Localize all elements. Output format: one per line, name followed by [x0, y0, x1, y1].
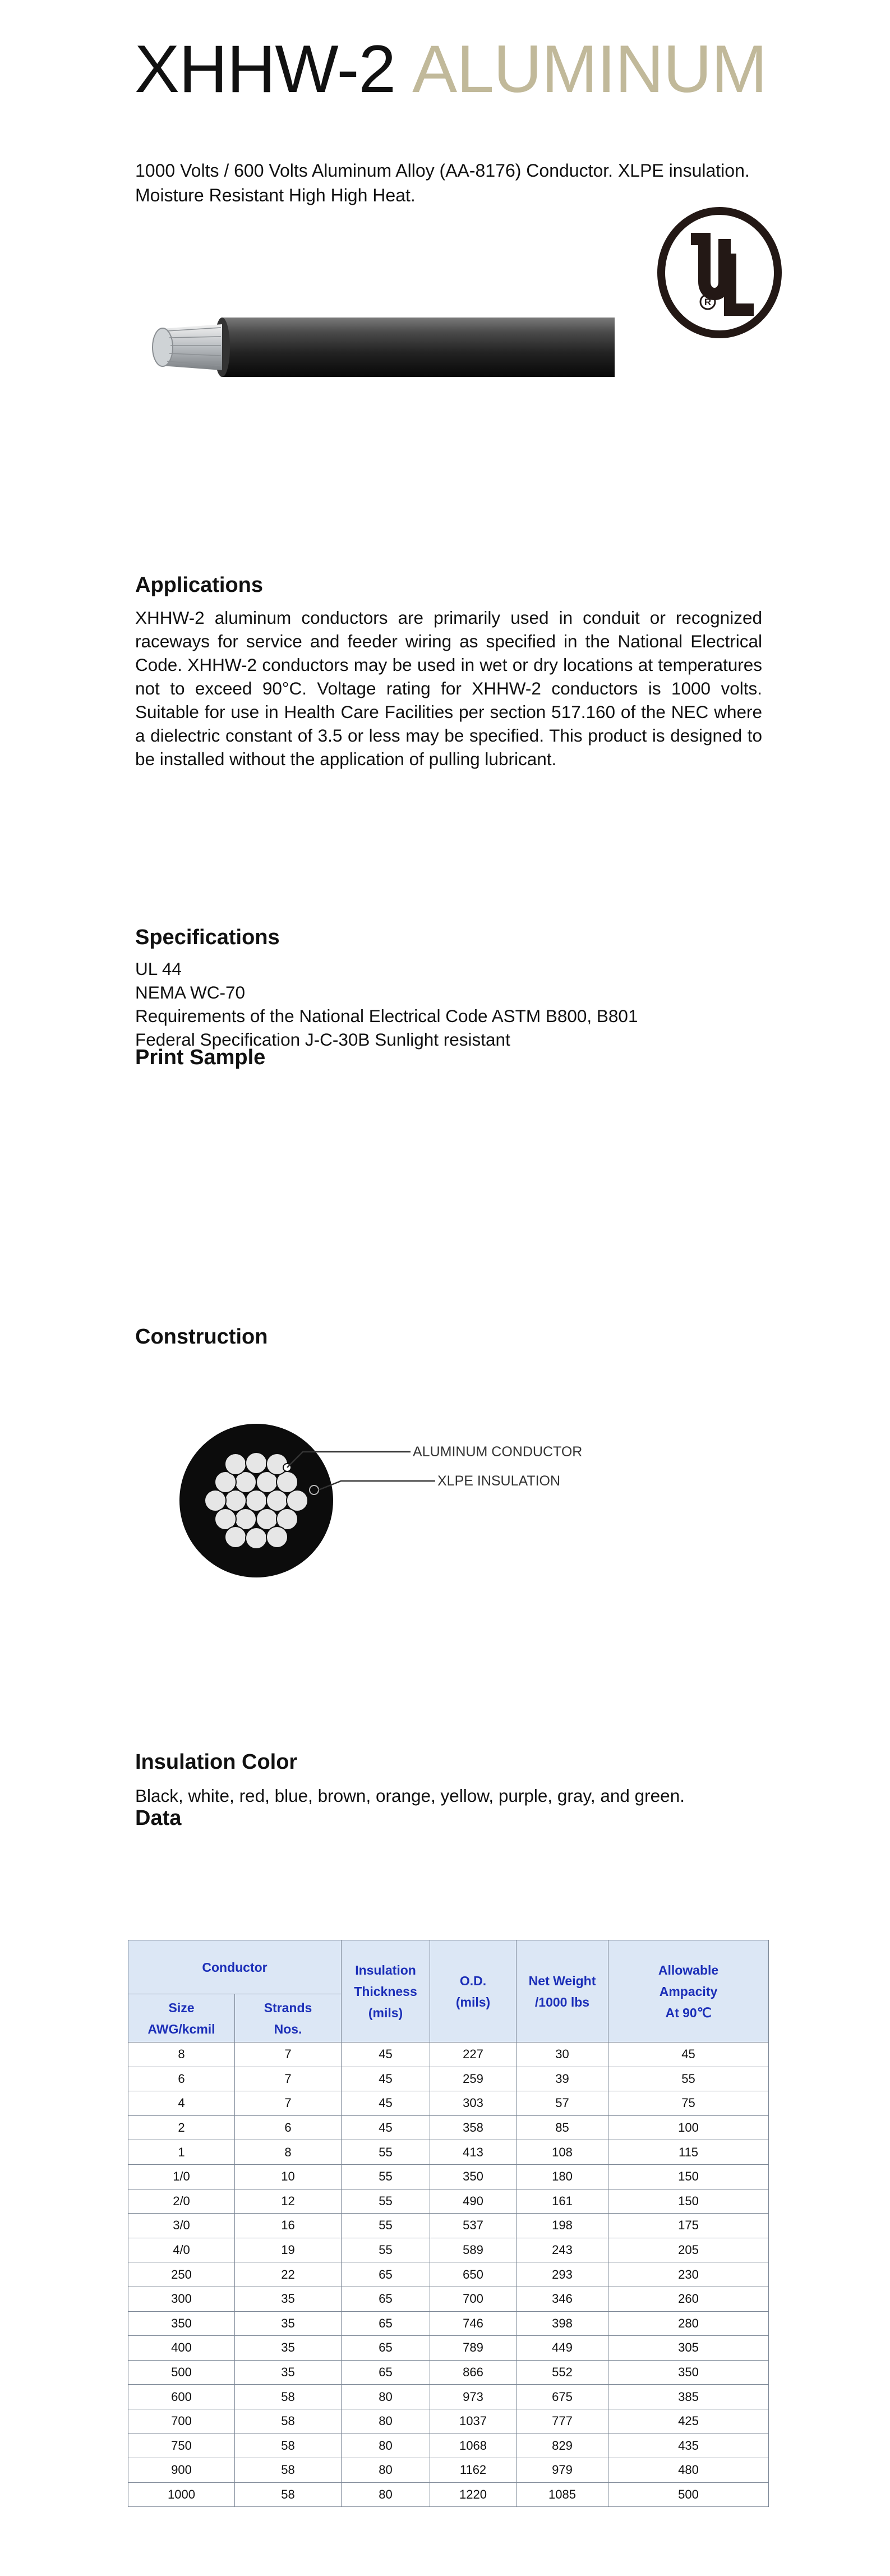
product-subtitle: 1000 Volts / 600 Volts Aluminum Alloy (AA-8176) Conductor. XLPE insulation. Moisture Resistant High High Heat. [135, 160, 750, 205]
table-row [128, 2164, 769, 2189]
table-row [128, 2262, 769, 2287]
insulation-color-heading: Insulation Color [135, 1750, 298, 1774]
ul-certification-logo [656, 206, 783, 339]
cell-weight: 108 [517, 2140, 608, 2165]
cell-strands: 58 [235, 2482, 342, 2507]
cell-strands: 16 [235, 2214, 342, 2238]
spec-item: NEMA WC-70 [135, 982, 246, 1002]
cell-weight: 293 [517, 2262, 608, 2287]
header-size: Size AWG/kcmil [128, 1994, 235, 2043]
cell-insulation: 45 [342, 2115, 430, 2140]
cell-ampacity: 435 [608, 2434, 769, 2458]
cell-size: 1 [128, 2140, 235, 2165]
table-row [128, 2409, 769, 2434]
cell-size: 400 [128, 2336, 235, 2361]
print-sample-heading: Print Sample [135, 1046, 266, 1069]
cell-strands: 10 [235, 2164, 342, 2189]
cell-ampacity: 75 [608, 2091, 769, 2116]
spec-item: Requirements of the National Electrical Code ASTM B800, B801 [135, 1006, 638, 1026]
cell-size: 1/0 [128, 2164, 235, 2189]
cell-weight: 30 [517, 2043, 608, 2067]
cell-weight: 979 [517, 2458, 608, 2483]
spec-item: UL 44 [135, 959, 182, 979]
cell-insulation: 65 [342, 2287, 430, 2311]
cell-size: 750 [128, 2434, 235, 2458]
cell-strands: 58 [235, 2385, 342, 2409]
cell-insulation: 65 [342, 2336, 430, 2361]
cell-size: 500 [128, 2360, 235, 2385]
cell-size: 8 [128, 2043, 235, 2067]
cell-weight: 1085 [517, 2482, 608, 2507]
cell-ampacity: 425 [608, 2409, 769, 2434]
construction-diagram [175, 1414, 624, 1582]
cell-strands: 58 [235, 2458, 342, 2483]
header-strands: Strands Nos. [235, 1994, 342, 2043]
page-title [135, 27, 767, 111]
table-row [128, 2189, 769, 2214]
header-insulation-thickness: Insulation Thickness (mils) [342, 1940, 430, 2043]
table-row [128, 2115, 769, 2140]
cell-insulation: 55 [342, 2164, 430, 2189]
table-row [128, 2287, 769, 2311]
header-net-weight: Net Weight /1000 lbs [517, 1940, 608, 2043]
cell-insulation: 65 [342, 2311, 430, 2336]
cell-strands: 35 [235, 2287, 342, 2311]
table-row [128, 2238, 769, 2262]
cell-ampacity: 385 [608, 2385, 769, 2409]
cell-weight: 777 [517, 2409, 608, 2434]
cell-od: 650 [430, 2262, 517, 2287]
cell-insulation: 80 [342, 2458, 430, 2483]
cell-ampacity: 500 [608, 2482, 769, 2507]
applications-heading: Applications [135, 573, 264, 597]
header-od: O.D. (mils) [430, 1940, 517, 2043]
cell-insulation: 65 [342, 2262, 430, 2287]
cell-weight: 552 [517, 2360, 608, 2385]
cell-strands: 7 [235, 2043, 342, 2067]
cell-od: 490 [430, 2189, 517, 2214]
cell-insulation: 80 [342, 2409, 430, 2434]
cell-insulation: 55 [342, 2140, 430, 2165]
cell-ampacity: 150 [608, 2164, 769, 2189]
cell-strands: 58 [235, 2409, 342, 2434]
cell-strands: 35 [235, 2360, 342, 2385]
cell-insulation: 45 [342, 2091, 430, 2116]
header-conductor: Conductor [128, 1940, 342, 1994]
cell-size: 2/0 [128, 2189, 235, 2214]
cell-size: 2 [128, 2115, 235, 2140]
cell-size: 350 [128, 2311, 235, 2336]
cell-weight: 675 [517, 2385, 608, 2409]
cell-ampacity: 260 [608, 2287, 769, 2311]
cell-insulation: 65 [342, 2360, 430, 2385]
cell-size: 900 [128, 2458, 235, 2483]
cell-weight: 346 [517, 2287, 608, 2311]
cell-weight: 161 [517, 2189, 608, 2214]
cell-strands: 7 [235, 2091, 342, 2116]
cell-strands: 22 [235, 2262, 342, 2287]
cell-strands: 35 [235, 2311, 342, 2336]
table-row [128, 2434, 769, 2458]
cell-od: 789 [430, 2336, 517, 2361]
cell-ampacity: 150 [608, 2189, 769, 2214]
data-table [128, 1940, 769, 2507]
cell-od: 537 [430, 2214, 517, 2238]
table-row [128, 2311, 769, 2336]
cell-ampacity: 100 [608, 2115, 769, 2140]
cell-strands: 19 [235, 2238, 342, 2262]
table-row [128, 2482, 769, 2507]
cell-insulation: 80 [342, 2482, 430, 2507]
table-row [128, 2043, 769, 2067]
cell-weight: 398 [517, 2311, 608, 2336]
cell-weight: 180 [517, 2164, 608, 2189]
cell-od: 1037 [430, 2409, 517, 2434]
cell-size: 3/0 [128, 2214, 235, 2238]
cell-ampacity: 305 [608, 2336, 769, 2361]
cell-ampacity: 205 [608, 2238, 769, 2262]
svg-text:R: R [704, 297, 712, 307]
cell-size: 6 [128, 2067, 235, 2091]
cell-weight: 449 [517, 2336, 608, 2361]
cell-od: 1220 [430, 2482, 517, 2507]
table-row [128, 2091, 769, 2116]
cell-size: 700 [128, 2409, 235, 2434]
cell-ampacity: 55 [608, 2067, 769, 2091]
table-row [128, 2067, 769, 2091]
cell-od: 866 [430, 2360, 517, 2385]
cell-od: 227 [430, 2043, 517, 2067]
table-row [128, 2140, 769, 2165]
applications-text: XHHW-2 aluminum conductors are primarily used in conduit or recognized raceways for service and feeder wiring as specified in the National Electrical Code. XHHW-2 conductors may be used in wet or dry locations at temperatures not to exceed 90°C. Voltage rating for XHHW-2 conductors is 1000 volts. Suitable for use in Health Care Facilities per section 517.160 of the NEC where a dielectric constant of 3.5 or less may be specified. This product is designed to be installed without the application of pulling lubricant. [135, 608, 762, 769]
table-row [128, 2360, 769, 2385]
construction-label-conductor: ALUMINUM CONDUCTOR [413, 1444, 583, 1460]
cell-ampacity: 480 [608, 2458, 769, 2483]
cell-insulation: 80 [342, 2385, 430, 2409]
cell-strands: 58 [235, 2434, 342, 2458]
cell-ampacity: 280 [608, 2311, 769, 2336]
cell-insulation: 55 [342, 2189, 430, 2214]
spec-item: Federal Specification J-C-30B Sunlight resistant [135, 1029, 510, 1050]
specifications-heading: Specifications [135, 926, 280, 949]
title-material: ALUMINUM [412, 31, 767, 107]
cell-od: 1162 [430, 2458, 517, 2483]
construction-heading: Construction [135, 1325, 268, 1349]
cell-insulation: 45 [342, 2067, 430, 2091]
cell-od: 700 [430, 2287, 517, 2311]
cable-image [150, 312, 616, 379]
cell-weight: 39 [517, 2067, 608, 2091]
title-product-code: XHHW-2 [135, 31, 396, 107]
cell-size: 250 [128, 2262, 235, 2287]
table-row [128, 2458, 769, 2483]
cell-od: 350 [430, 2164, 517, 2189]
cell-insulation: 80 [342, 2434, 430, 2458]
cell-od: 1068 [430, 2434, 517, 2458]
cell-od: 358 [430, 2115, 517, 2140]
cell-weight: 243 [517, 2238, 608, 2262]
header-ampacity: Allowable Ampacity At 90℃ [608, 1940, 769, 2043]
cell-ampacity: 350 [608, 2360, 769, 2385]
cell-strands: 6 [235, 2115, 342, 2140]
cell-size: 300 [128, 2287, 235, 2311]
specifications-list [135, 957, 638, 1051]
table-row [128, 2214, 769, 2238]
cell-od: 413 [430, 2140, 517, 2165]
cell-ampacity: 115 [608, 2140, 769, 2165]
cell-strands: 12 [235, 2189, 342, 2214]
cell-weight: 85 [517, 2115, 608, 2140]
data-heading: Data [135, 1806, 182, 1830]
cell-od: 589 [430, 2238, 517, 2262]
cell-ampacity: 45 [608, 2043, 769, 2067]
cell-od: 973 [430, 2385, 517, 2409]
cell-size: 4 [128, 2091, 235, 2116]
table-row [128, 2385, 769, 2409]
cell-insulation: 55 [342, 2214, 430, 2238]
table-row [128, 2336, 769, 2361]
cell-insulation: 45 [342, 2043, 430, 2067]
cell-weight: 829 [517, 2434, 608, 2458]
cell-size: 600 [128, 2385, 235, 2409]
cell-od: 259 [430, 2067, 517, 2091]
cell-strands: 7 [235, 2067, 342, 2091]
cell-size: 1000 [128, 2482, 235, 2507]
cell-ampacity: 230 [608, 2262, 769, 2287]
cell-ampacity: 175 [608, 2214, 769, 2238]
cell-weight: 198 [517, 2214, 608, 2238]
cell-insulation: 55 [342, 2238, 430, 2262]
cell-od: 303 [430, 2091, 517, 2116]
cell-strands: 8 [235, 2140, 342, 2165]
cell-size: 4/0 [128, 2238, 235, 2262]
insulation-color-text: Black, white, red, blue, brown, orange, yellow, purple, gray, and green. [135, 1786, 685, 1806]
construction-label-insulation: XLPE INSULATION [437, 1473, 561, 1489]
cell-weight: 57 [517, 2091, 608, 2116]
cell-strands: 35 [235, 2336, 342, 2361]
cell-od: 746 [430, 2311, 517, 2336]
